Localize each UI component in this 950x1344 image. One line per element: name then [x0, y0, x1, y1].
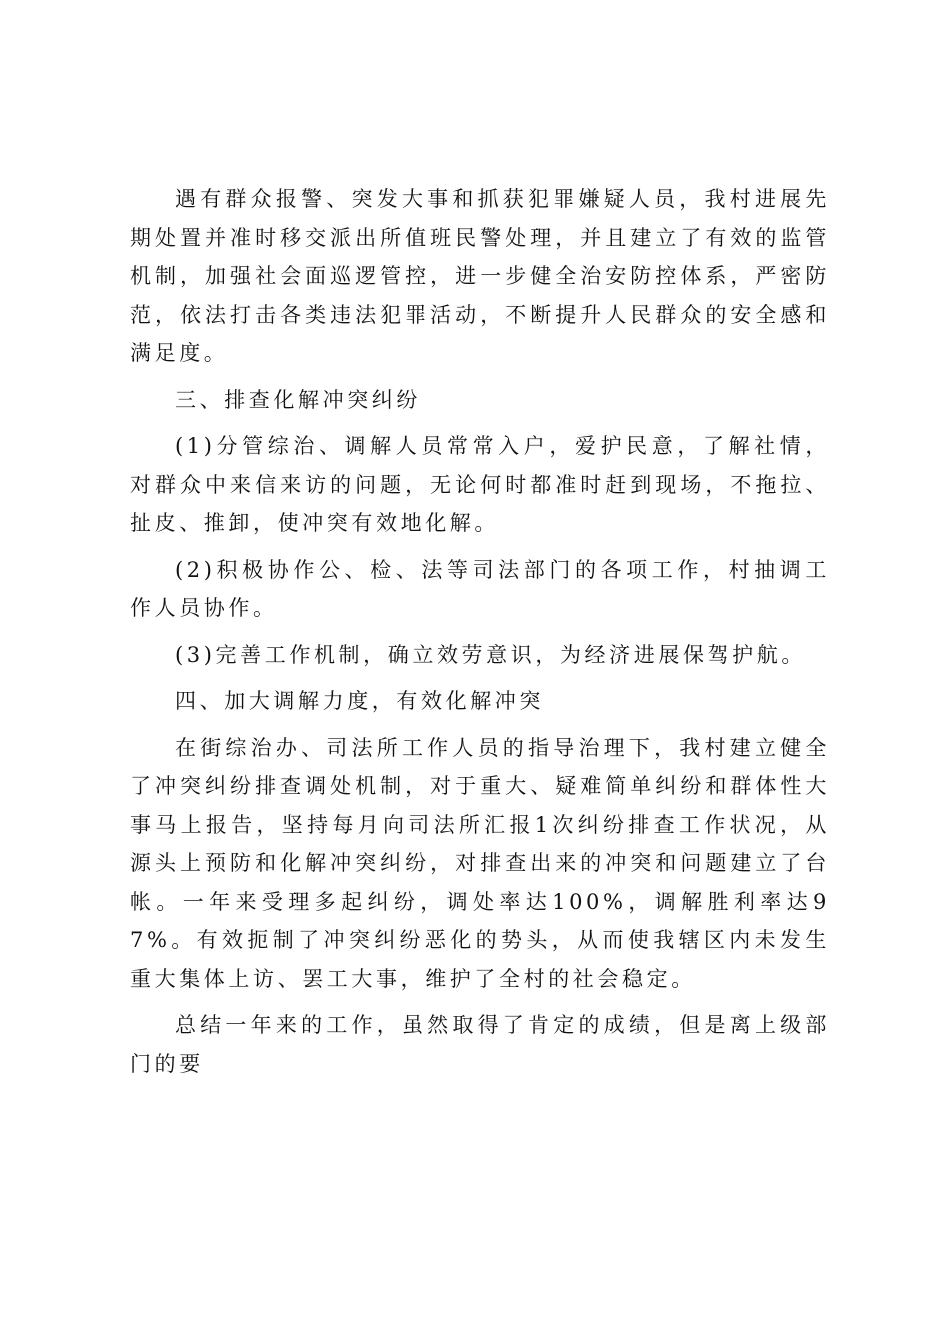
paragraph-public-security: 遇有群众报警、突发大事和抓获犯罪嫌疑人员，我村进展先期处置并准时移交派出所值班民警处理，并且建立了有效的监管机制，加强社会面巡逻管控，进一步健全治安防控体系，严密防范，依法打击各类违法犯罪活动，不断提升人民群众的安全感和满足度。 [130, 187, 830, 365]
paragraph-summary: 总结一年来的工作，虽然取得了肯定的成绩，但是离上级部门的要 [130, 1013, 830, 1076]
paragraph-item-1: (1)分管综治、调解人员常常入户，爱护民意，了解社情，对群众中来信来访的问题，无论何时都准时赶到现场，不拖拉、扯皮、推卸，使冲突有效地化解。 [130, 434, 830, 535]
paragraph-mediation: 在街综治办、司法所工作人员的指导治理下，我村建立健全了冲突纠纷排查调处机制，对于重大、疑难简单纠纷和群体性大事马上报告，坚持每月向司法所汇报1次纠纷排查工作状况，从源头上预防和化解冲突纠纷，对排查出来的冲突和问题建立了台帐。一年来受理多起纠纷，调处率达100%，调解胜利率达97%。有效扼制了冲突纠纷恶化的势头，从而使我辖区内未发生重大集体上访、罢工大事，维护了全村的社会稳定。 [130, 735, 830, 991]
paragraph-item-3: (3)完善工作机制，确立效劳意识，为经济进展保驾护航。 [175, 642, 806, 667]
paragraph-item-2: (2)积极协作公、检、法等司法部门的各项工作，村抽调工作人员协作。 [130, 557, 830, 620]
section-heading-four: 四、加大调解力度，有效化解冲突 [175, 689, 544, 713]
section-heading-three: 三、排查化解冲突纠纷 [175, 387, 421, 412]
document-body [130, 180, 830, 1091]
